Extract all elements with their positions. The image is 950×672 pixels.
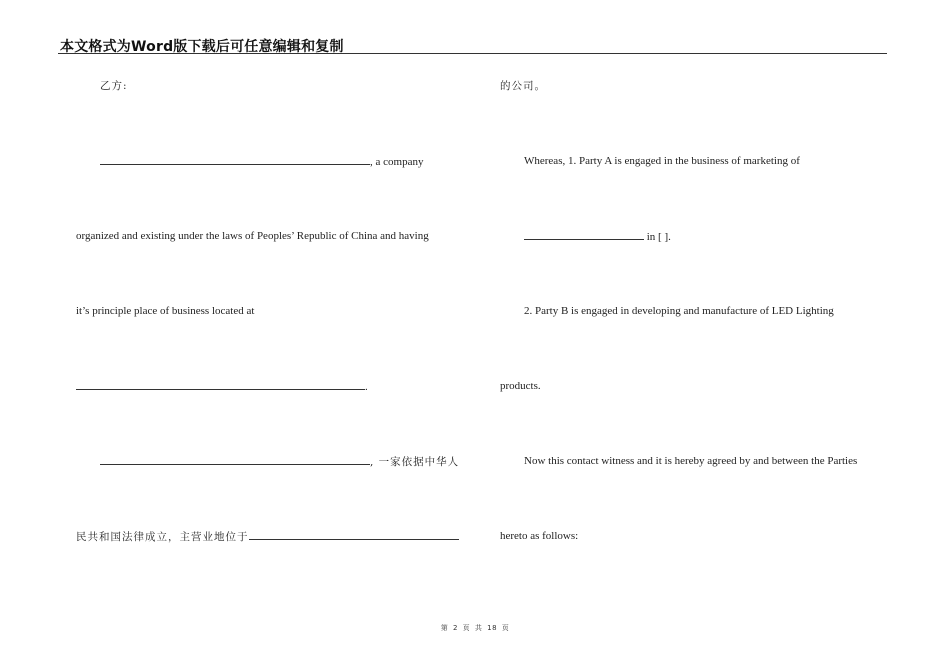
footer-total-pages: 18 [487,624,498,632]
document-header-title: 本文格式为Word版下载后可任意编辑和复制 [60,39,344,55]
company-name-blank[interactable] [100,154,370,165]
business-blank[interactable] [524,229,644,240]
address-blank[interactable] [76,379,365,390]
party-b-engaged-line: 2. Party B is engaged in developing and manufacture of LED Lighting [524,305,834,317]
party-b-company-line [100,154,423,169]
footer-total-prefix: 共 [474,624,483,632]
footer-page-unit: 页 [462,624,471,632]
cn-address-text: 民共和国法律成立，主营业地位于 [76,531,249,543]
company-end-text: 的公司。 [500,80,546,92]
cn-company-suffix: , 一家依据中华人 [370,456,460,468]
now-witness-line: Now this contact witness and it is hereby agreed by and between the Parties [524,455,858,467]
organized-line: organized and existing under the laws of Peoples’ Republic of China and having [76,230,429,242]
principle-place-line: it’s principle place of business located at [76,305,255,317]
business-in-line [524,229,671,244]
whereas-line: Whereas, 1. Party A is engaged in the business of marketing of [524,155,800,167]
company-suffix: , a company [370,156,424,168]
header-divider [58,53,887,54]
cn-address-line [76,529,459,544]
in-bracket-text: in [ ]. [646,231,671,243]
footer-page-number: 2 [452,624,458,632]
page-footer [0,623,950,633]
party-b-label: 乙方: [100,80,128,92]
cn-address-blank[interactable] [249,529,459,540]
address-line [76,379,368,394]
products-line: products. [500,380,541,392]
cn-company-line [100,454,459,469]
cn-company-name-blank[interactable] [100,454,370,465]
address-period: . [365,381,368,393]
footer-total-unit: 页 [501,624,510,632]
footer-prefix: 第 [440,624,449,632]
hereto-line: hereto as follows: [500,530,579,542]
